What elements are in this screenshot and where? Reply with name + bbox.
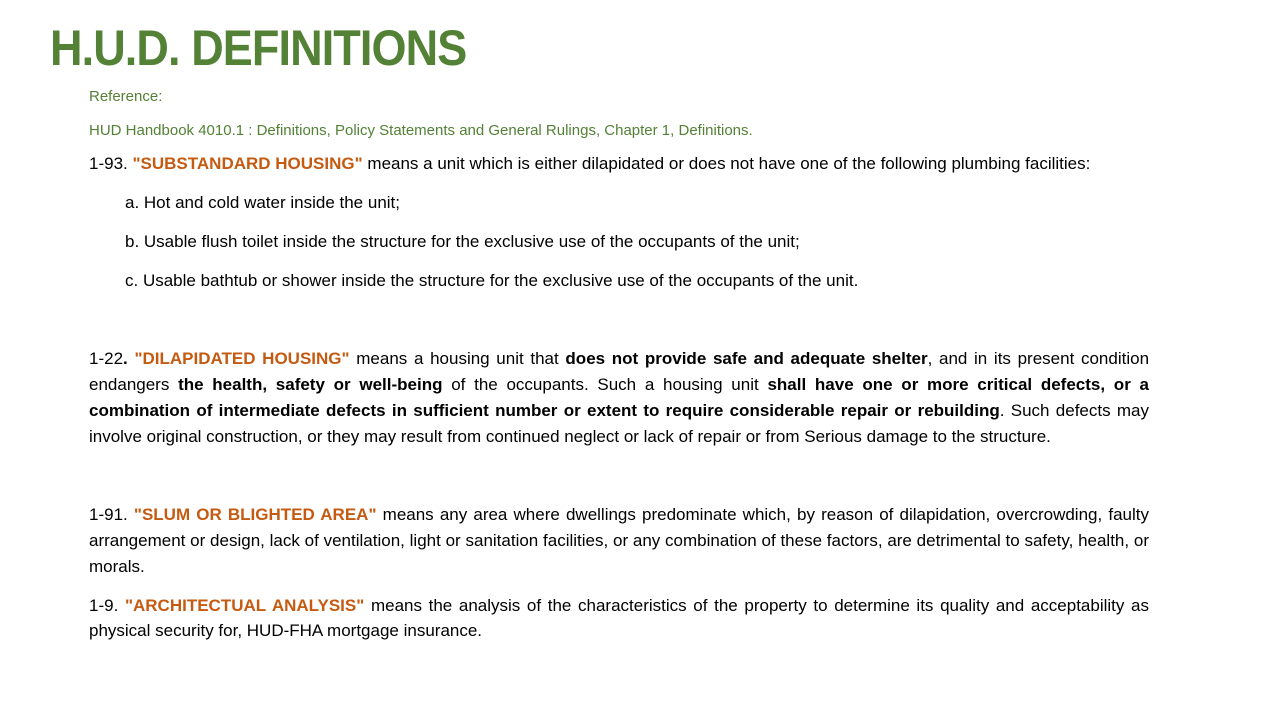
definition-body: means a unit which is either dilapidated or does not have one of the following plumbing facilities:	[362, 154, 1091, 173]
list-item: c. Usable bathtub or shower inside the structure for the exclusive use of the occupants of the unit.	[125, 271, 859, 290]
definition-emphasis: shall have one or more critical defects, or a combination of intermediate defects in sufficient number or extent to require considerable repair or rebuilding	[89, 375, 1149, 420]
definition-body: means the analysis of the characteristics of the property to determine its quality and acceptability as physical security for, HUD-FHA mortgage insurance.	[89, 596, 1149, 640]
definition-body: means any area where dwellings predominate which, by reason of dilapidation, overcrowding, faulty arrangement or design, lack of ventilation, light or sanitation facilities, or any combination of these factors, are detrimental to safety, health, or morals.	[89, 505, 1149, 576]
definition-substandard-housing	[89, 152, 1149, 175]
definition-text: . Such defects may involve original construction, or they may result from continued neglect or lack of repair or from Serious damage to the structure.	[89, 401, 1150, 446]
definition-text: of the occupants. Such a housing unit	[442, 375, 768, 394]
definition-term: "ARCHITECTUAL ANALYSIS"	[124, 596, 365, 615]
definition-term: "SUBSTANDARD HOUSING"	[132, 154, 363, 173]
definition-number: 1-22	[89, 349, 124, 368]
definition-term: "SLUM OR BLIGHTED AREA"	[133, 505, 377, 524]
definition-slum-or-blighted-area	[89, 502, 1149, 580]
slide-content	[89, 86, 1149, 643]
reference-label: Reference:	[89, 88, 163, 105]
definition-dilapidated-housing	[89, 346, 1149, 450]
definition-number: 1-93.	[89, 154, 133, 173]
definition-text: , and in its present condition endangers	[89, 349, 1150, 394]
definition-number: 1-91.	[89, 505, 134, 524]
definition-number-suffix: .	[123, 349, 135, 368]
definition-emphasis: the health, safety or well-being	[178, 375, 443, 394]
definition-emphasis: does not provide safe and adequate shelter	[565, 349, 928, 368]
page-title: H.U.D. DEFINITIONS	[50, 20, 467, 76]
definition-architectual-analysis	[89, 593, 1149, 643]
definition-text: means a housing unit that	[349, 349, 566, 368]
reference-text: HUD Handbook 4010.1 : Definitions, Policy Statements and General Rulings, Chapter 1, Definitions.	[89, 122, 753, 139]
list-item: b. Usable flush toilet inside the structure for the exclusive use of the occupants of the unit;	[125, 232, 800, 251]
list-item: a. Hot and cold water inside the unit;	[125, 193, 400, 212]
definition-number: 1-9.	[89, 596, 125, 615]
definition-term: "DILAPIDATED HOUSING"	[134, 349, 350, 368]
